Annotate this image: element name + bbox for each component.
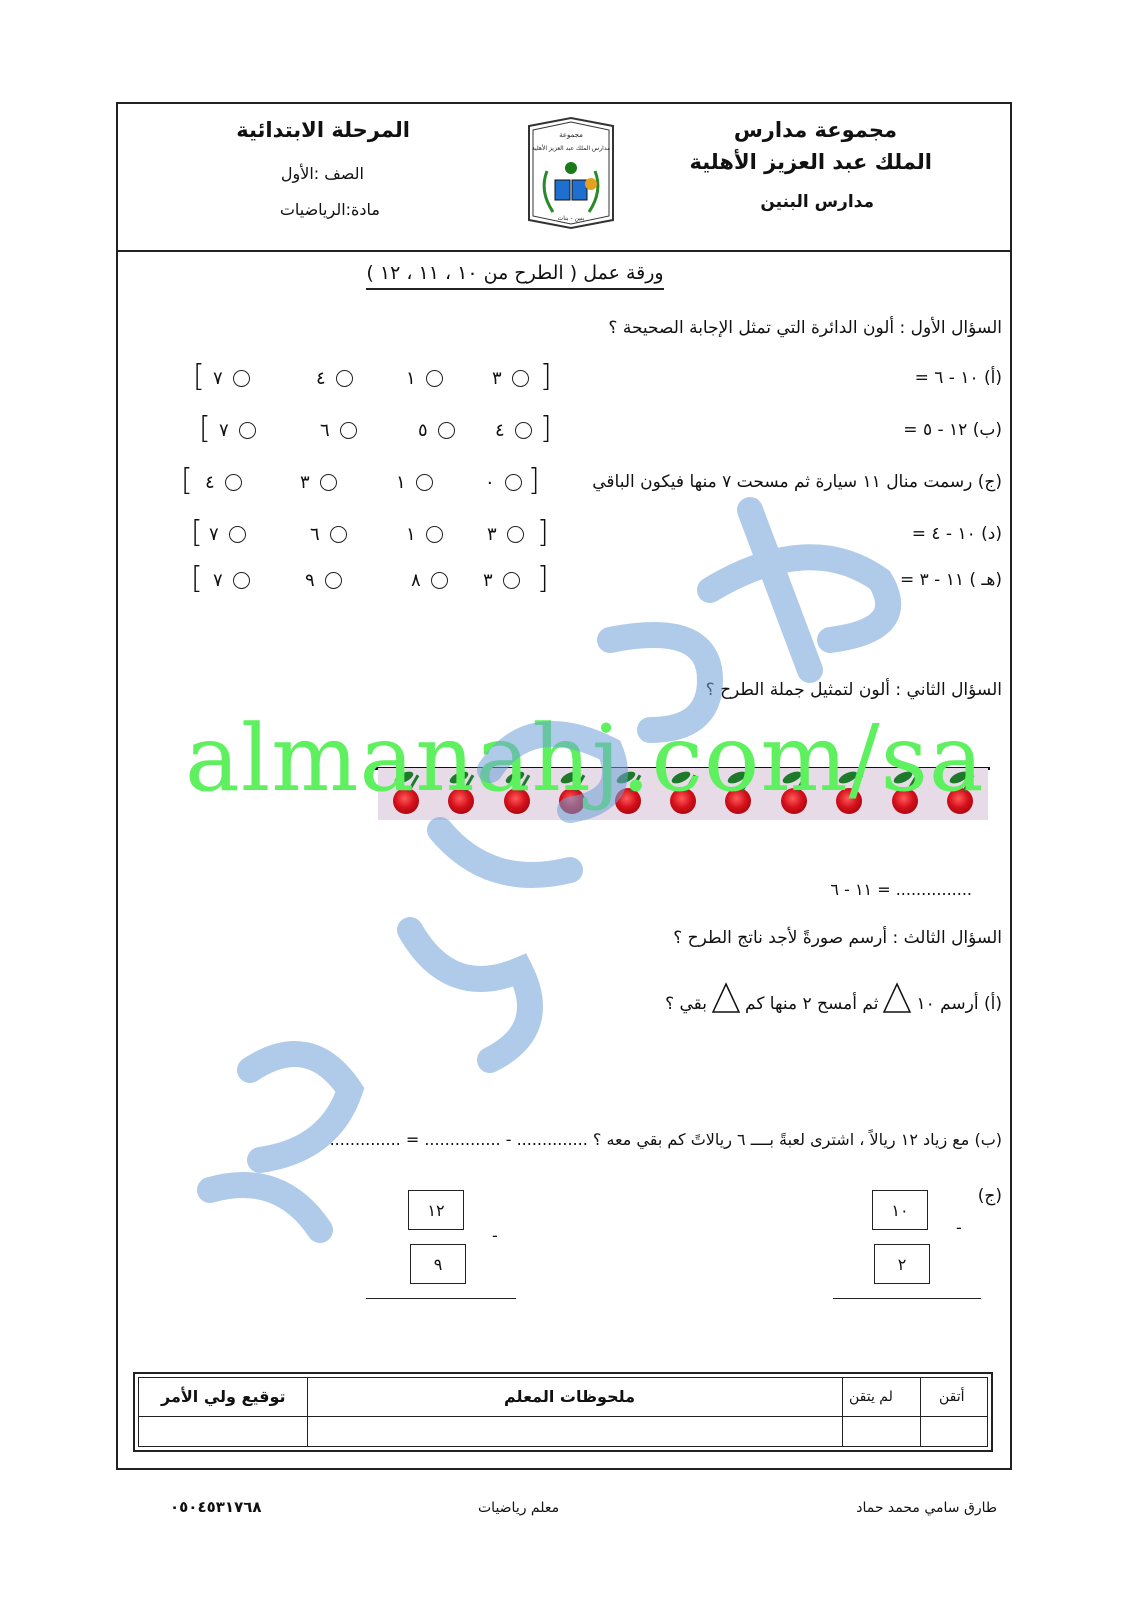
answer-circle-icon[interactable] bbox=[239, 422, 256, 439]
q1-option-number: ٧ bbox=[219, 420, 229, 441]
q1-item-label: (هـ ) ١١ - ٣ = bbox=[899, 570, 1002, 590]
q1-option-number: ٨ bbox=[411, 570, 421, 591]
q1-option[interactable] bbox=[418, 420, 455, 441]
col-signature: توقيع ولي الأمر bbox=[161, 1387, 286, 1406]
q1-option-number: ٣ bbox=[492, 368, 502, 389]
c-left-minus: - bbox=[492, 1226, 498, 1245]
q1-option-number: ١ bbox=[406, 368, 416, 389]
q2-title: السؤال الثاني : ألون لتمثيل جملة الطرح ؟ bbox=[705, 680, 1002, 700]
q1-bracket-right: ] bbox=[540, 411, 552, 446]
answer-circle-icon[interactable] bbox=[512, 370, 529, 387]
answer-circle-icon[interactable] bbox=[340, 422, 357, 439]
q1-bracket-left: [ bbox=[191, 515, 203, 550]
q1-item-label: (د) ١٠ - ٤ = bbox=[911, 524, 1002, 544]
q1-bracket-right: ] bbox=[540, 359, 552, 394]
worksheet-title: ورقة عمل ( الطرح من ١٠ ، ١١ ، ١٢ ) bbox=[300, 262, 730, 284]
q1-option-number: ٧ bbox=[213, 368, 223, 389]
q3-b-text: (ب) مع زياد ١٢ ريالاً ، اشترى لعبةً بــــ ٦ ريالاتً كم بقي معه ؟ .............. - ............... = .............. bbox=[329, 1130, 1002, 1149]
c-right-bottom-box: ٢ bbox=[874, 1244, 930, 1284]
q3-a-part2: ثم أمسح ٢ منها كم bbox=[745, 994, 879, 1014]
header-divider bbox=[116, 250, 1012, 252]
answer-circle-icon[interactable] bbox=[336, 370, 353, 387]
q1-title: السؤال الأول : ألون الدائرة التي تمثل الإجابة الصحيحة ؟ bbox=[608, 318, 1002, 338]
subject-label: مادة:الرياضيات bbox=[279, 200, 380, 219]
watermark: almanahj.com/sa bbox=[185, 705, 985, 812]
q1-option[interactable] bbox=[495, 420, 532, 441]
q1-option[interactable] bbox=[219, 420, 256, 441]
stage-label: المرحلة الابتدائية bbox=[236, 118, 410, 142]
q1-bracket-right: ] bbox=[528, 463, 540, 498]
q1-option-number: ٤ bbox=[205, 472, 215, 493]
q3-title: السؤال الثالث : أرسم صورةً لأجد ناتج الطرح ؟ bbox=[673, 928, 1002, 948]
q1-option[interactable] bbox=[320, 420, 357, 441]
q3-a-part1: (أ) أرسم ١٠ bbox=[916, 994, 1002, 1014]
col-mastered: أتقن bbox=[939, 1389, 965, 1405]
q1-option[interactable] bbox=[406, 368, 443, 389]
q3-c-label: (ج) bbox=[977, 1186, 1002, 1206]
q1-option-number: ٣ bbox=[483, 570, 493, 591]
q1-option-number: ٥ bbox=[418, 420, 428, 441]
q1-bracket-left: [ bbox=[199, 411, 211, 446]
q1-item-label: (ب) ١٢ - ٥ = bbox=[903, 420, 1002, 440]
c-left-top-box: ١٢ bbox=[408, 1190, 464, 1230]
triangle-icon bbox=[882, 982, 912, 1014]
q1-option-number: ٧ bbox=[213, 570, 223, 591]
q3-a-row bbox=[665, 982, 1002, 1014]
col-notes: ملحوظات المعلم bbox=[504, 1387, 636, 1406]
answer-circle-icon[interactable] bbox=[233, 370, 250, 387]
footer-role: معلم رياضيات bbox=[478, 1500, 560, 1516]
q1-bracket-left: [ bbox=[193, 359, 205, 394]
school-group-line2: الملك عبد العزيز الأهلية bbox=[689, 150, 932, 174]
q1-bracket-right: ] bbox=[537, 561, 549, 596]
logo-bottom-text: بنين - بنات bbox=[557, 215, 585, 222]
q1-option-number: ١ bbox=[396, 472, 406, 493]
q2-equation: ١١ - ٦ = ............... bbox=[830, 880, 972, 899]
logo-top-text: مجموعة bbox=[559, 131, 583, 139]
q1-option[interactable] bbox=[492, 368, 529, 389]
c-left-bottom-box: ٩ bbox=[410, 1244, 466, 1284]
c-right-minus: - bbox=[956, 1218, 962, 1237]
c-right-top-box: ١٠ bbox=[872, 1190, 928, 1230]
q1-bracket-left: [ bbox=[191, 561, 203, 596]
answer-circle-icon[interactable] bbox=[438, 422, 455, 439]
q1-bracket-right: ] bbox=[537, 515, 549, 550]
answer-circle-icon[interactable] bbox=[515, 422, 532, 439]
logo-name-text: مدارس الملك عبد العزيز الأهلية bbox=[531, 145, 611, 152]
q1-option-number: ٧ bbox=[209, 524, 219, 545]
q1-option-number: ٤ bbox=[316, 368, 326, 389]
col-not-mastered: لم يتقن bbox=[849, 1389, 893, 1405]
q1-option-number: ٣ bbox=[300, 472, 310, 493]
q1-option-number: ٤ bbox=[495, 420, 505, 441]
school-branch: مدارس البنين bbox=[760, 192, 874, 212]
c-right-sum-line bbox=[833, 1298, 981, 1299]
q1-item-label: (أ) ١٠ - ٦ = bbox=[914, 368, 1002, 388]
q1-bracket-left: [ bbox=[181, 463, 193, 498]
q1-option-number: ٩ bbox=[305, 570, 315, 591]
q1-option-number: ٦ bbox=[310, 524, 320, 545]
school-logo bbox=[525, 116, 617, 230]
q1-option-number: ٣ bbox=[487, 524, 497, 545]
school-group-line1: مجموعة مدارس bbox=[733, 118, 897, 142]
q1-option[interactable] bbox=[213, 368, 250, 389]
triangle-icon bbox=[711, 982, 741, 1014]
q1-option-number: ١ bbox=[406, 524, 416, 545]
q3-a-part3: بقي ؟ bbox=[665, 994, 707, 1014]
footer-author: طارق سامي محمد حماد bbox=[856, 1500, 997, 1516]
footer-phone: ٠٥٠٤٥٣١٧٦٨ bbox=[170, 1498, 262, 1516]
q1-option-number: ٦ bbox=[320, 420, 330, 441]
grade-label: الصف :الأول bbox=[280, 164, 364, 183]
answer-circle-icon[interactable] bbox=[426, 370, 443, 387]
evaluation-table bbox=[133, 1372, 993, 1452]
q1-option-number: ٠ bbox=[485, 472, 495, 493]
q1-item-label: (ج) رسمت منال ١١ سيارة ثم مسحت ٧ منها فيكون الباقي bbox=[592, 472, 1002, 492]
c-left-sum-line bbox=[366, 1298, 516, 1299]
q1-option[interactable] bbox=[316, 368, 353, 389]
